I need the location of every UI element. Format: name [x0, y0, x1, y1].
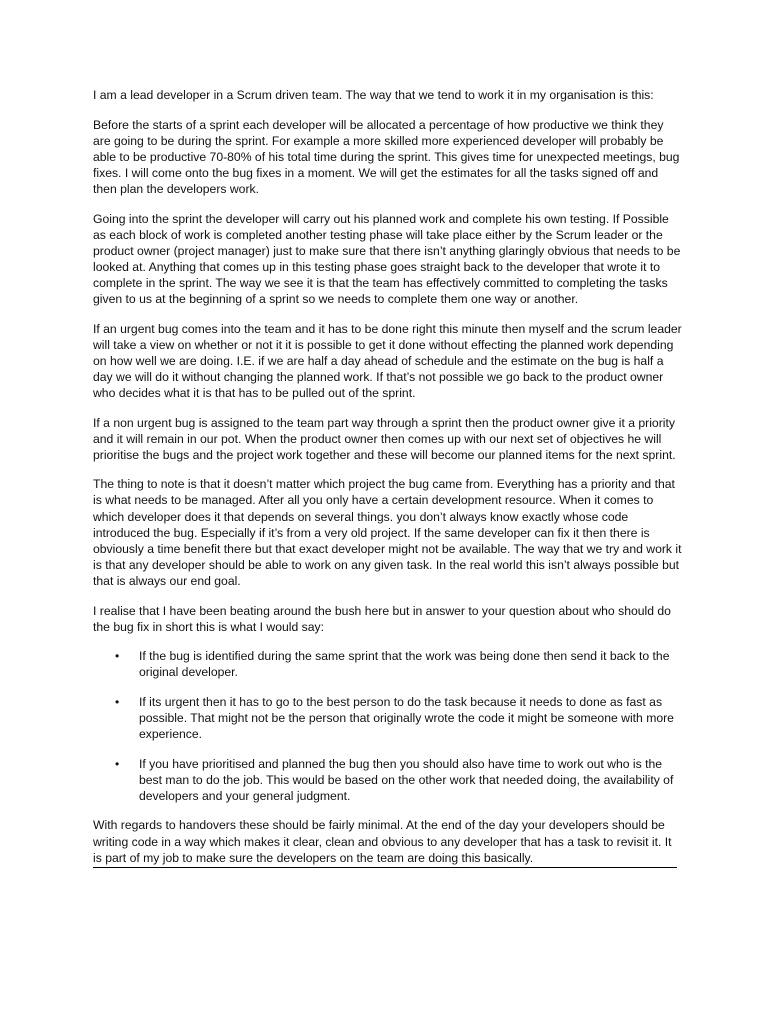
bullet-icon: • — [115, 694, 120, 709]
paragraph-sprint-allocation: Before the starts of a sprint each developer will be allocated a percentage of how productive we think they are going to be during the sprint. For example a more skilled more experienced developer will probably be able to be productive 70-80% of his total time during the sprint. This gives time for unexpected meetings, bug fixes. I will come onto the bug fixes in a moment. We will get the estimates for all the tasks signed off and then plan the developers work. — [93, 117, 680, 196]
bullet-icon: • — [115, 649, 120, 664]
list-item — [93, 648, 683, 680]
bullet-text: If its urgent then it has to go to the best person to do the task because it needs to done as fast as possible. That might not be the person that originally wrote the code it might be someone with more experience. — [139, 694, 674, 742]
bullet-text: If the bug is identified during the same sprint that the work was being done then send it back to the original developer. — [139, 649, 670, 680]
bullet-icon: • — [115, 756, 120, 771]
paragraph-sprint-work: Going into the sprint the developer will carry out his planned work and complete his own testing. If Possible as each block of work is completed another testing phase will take place either by the Scrum leader or the product owner (project manager) just to make sure that there isn’t anything glaringly obvious that needs to be looked at. Anything that comes up in this testing phase goes straight back to the developer that wrote it to complete in the sprint. The way we see it is that the team has effectively committed to completing the tasks given to us at the beginning of a sprint so we needs to complete them one way or another. — [93, 211, 681, 307]
bullet-list — [93, 648, 683, 804]
paragraph-urgent-bug: If an urgent bug comes into the team and it has to be done right this minute then myself and the scrum leader will take a view on whether or not it it is possible to get it done without effecting the planned work depending on how well we are doing. I.E. if we are half a day ahead of schedule and the estimate on the bug is half a day we will do it without changing the planned work. If that’s not possible we go back to the product owner who decides what it is that has to be pulled out of the sprint. — [93, 321, 682, 400]
bullet-text: If you have prioritised and planned the bug then you should also have time to work out who is the best man to do the job. This would be based on the other work that needed doing, the availability of developers and your general judgment. — [139, 756, 674, 803]
paragraph-intro: I am a lead developer in a Scrum driven team. The way that we tend to work it in my organisation is this: — [93, 88, 654, 102]
paragraph-handovers: With regards to handovers these should be fairly minimal. At the end of the day your developers should be writing code in a way which makes it clear, clean and obvious to any developer that has a task to revisit it. It is part of my job to make sure the developers on the team are doing this basically. — [93, 817, 677, 867]
document-page — [93, 87, 683, 868]
paragraph-priority-note: The thing to note is that it doesn’t matter which project the bug came from. Everything has a priority and that is what needs to be managed. After all you only have a certain development resource. When it comes to which developer does it that depends on several things. you don’t always know exactly whose code introduced the bug. Especially if it’s from a very old project. If the same developer can fix it then there is obviously a time benefit there but that exact developer might not be available. The way that we try and work it is that any developer should be able to work on any given task. In the real world this isn’t always possible but that is always our end goal. — [93, 477, 682, 588]
paragraph-answer-intro: I realise that I have been beating around the bush here but in answer to your question about who should do the bug fix in short this is what I would say: — [93, 603, 671, 634]
list-item — [93, 694, 683, 742]
list-item — [93, 756, 683, 804]
paragraph-non-urgent-bug: If a non urgent bug is assigned to the team part way through a sprint then the product owner give it a priority and it will remain in our pot. When the product owner then comes up with our next set of objectives he will prioritise the bugs and the project work together and these will become our planned items for the next sprint. — [93, 415, 676, 462]
